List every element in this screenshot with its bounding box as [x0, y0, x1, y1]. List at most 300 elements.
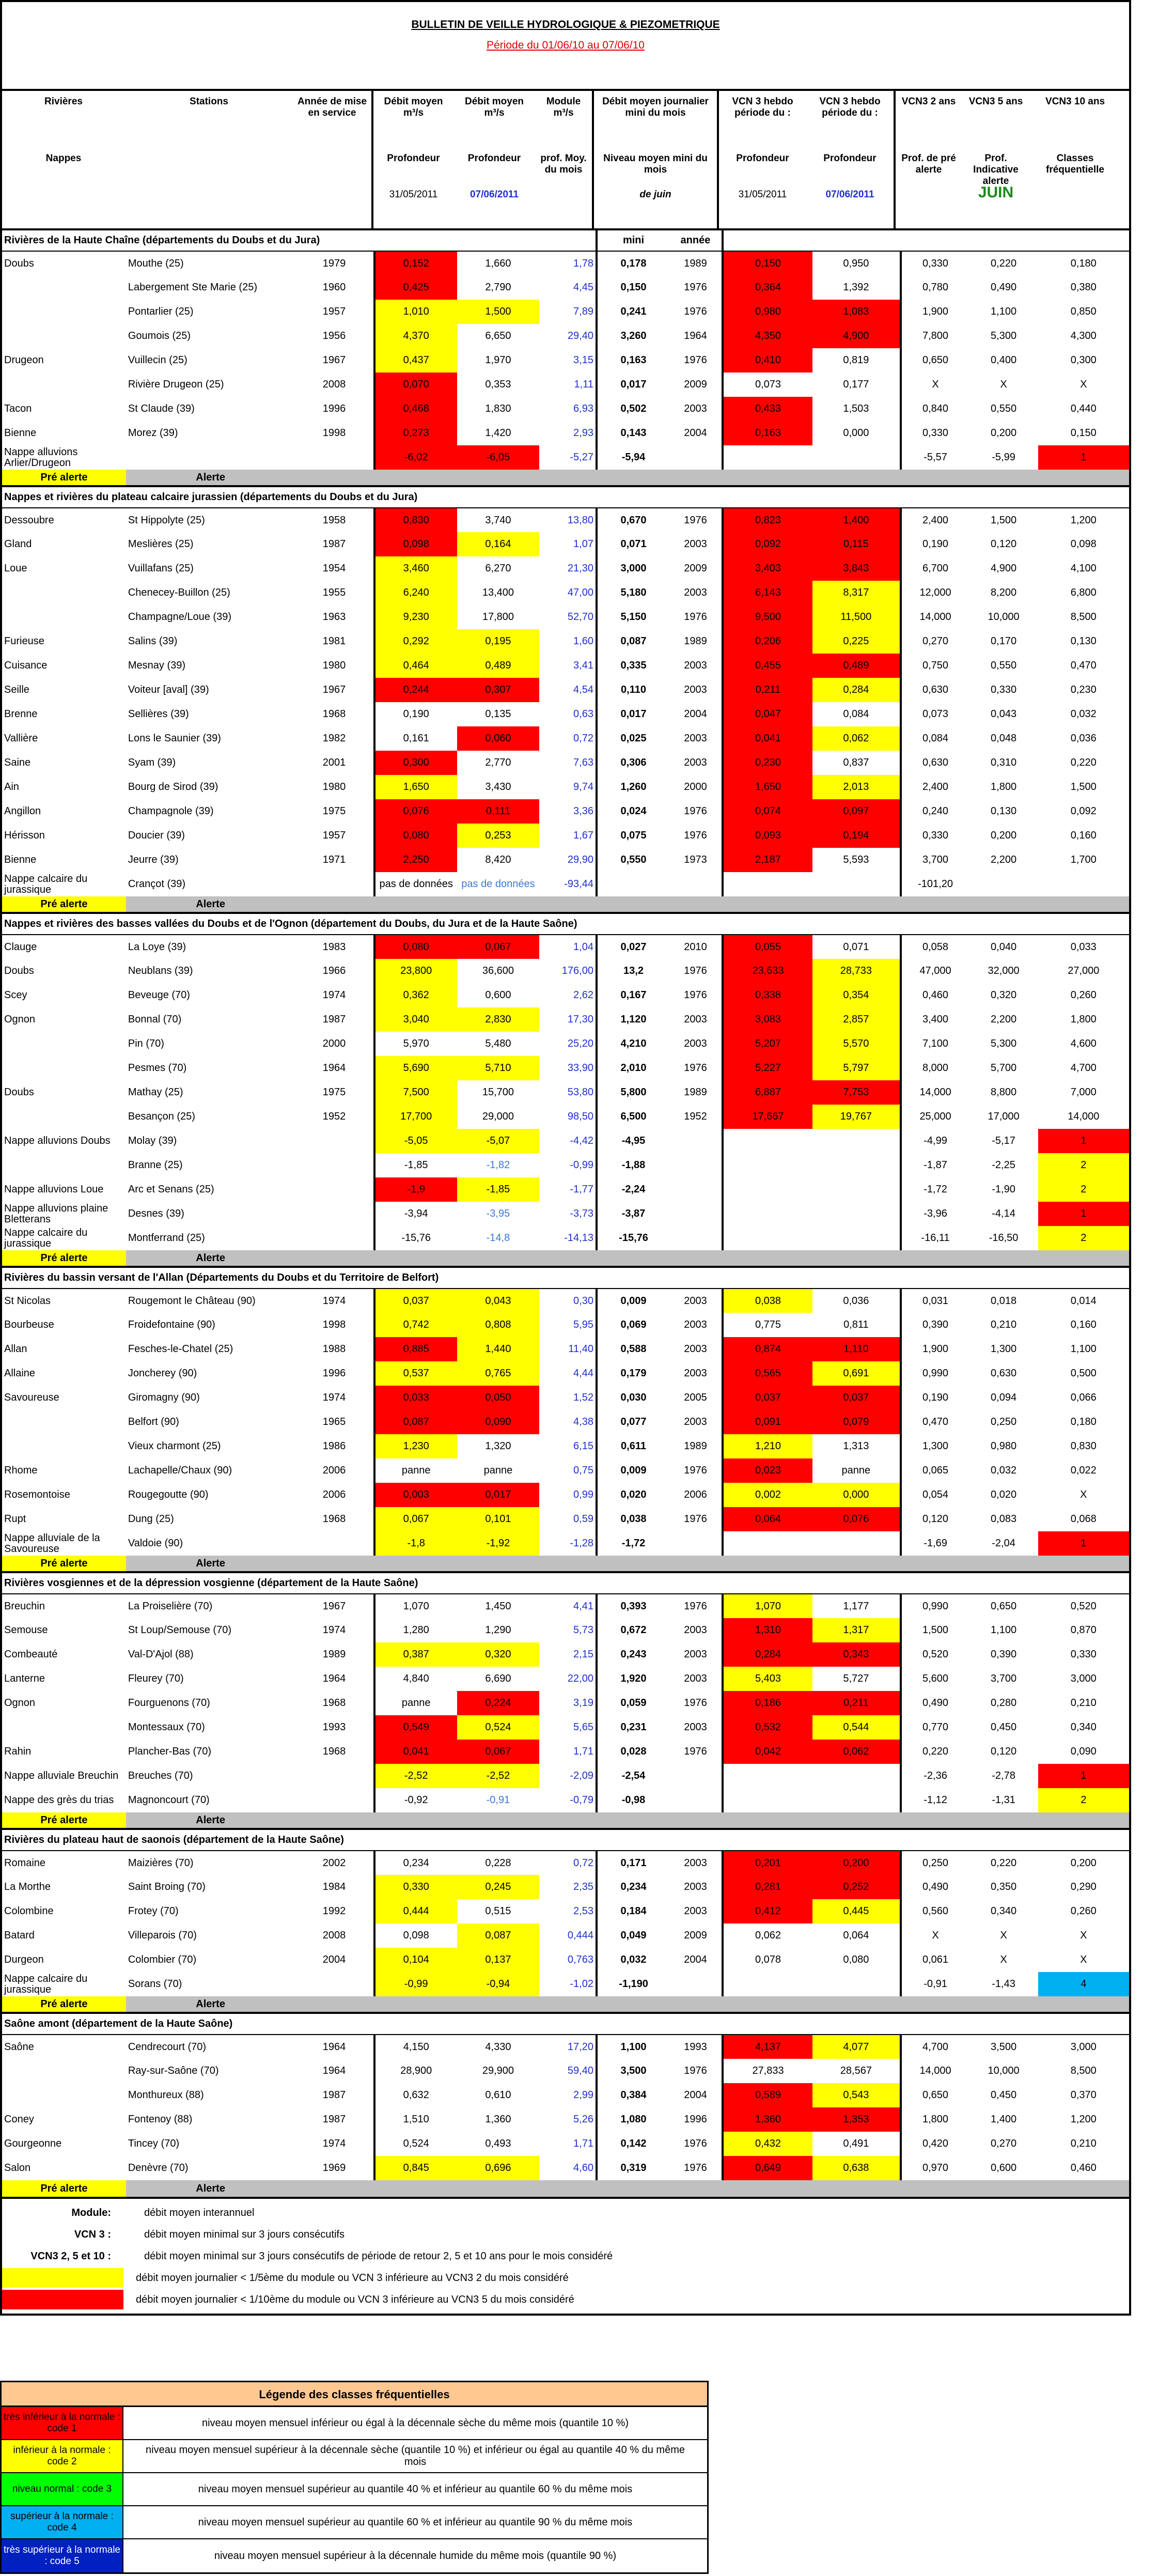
- cell-col-0: Ain: [4, 781, 19, 793]
- cell-col-3: 0,387: [374, 1642, 457, 1667]
- mini-label: mini: [597, 229, 669, 251]
- cell-col-3: 17,700: [374, 1105, 457, 1129]
- cell-col-2: 2008: [322, 1930, 346, 1941]
- cell-col-4: 8,420: [485, 854, 511, 865]
- cell-col-8: 0,093: [723, 824, 812, 848]
- header-line: Débit moyen journalier mini du mois: [602, 96, 709, 118]
- cell-col-6: 4,210: [597, 1032, 669, 1056]
- cell-col-11: -2,25: [992, 1159, 1015, 1171]
- cell-col-8: [723, 1177, 812, 1202]
- cell-col-12: 2: [1038, 1177, 1129, 1202]
- cell-col-7: 2003: [684, 1319, 707, 1330]
- cell-col-11: 32,000: [988, 965, 1020, 976]
- cell-col-11: 1,100: [991, 1624, 1017, 1636]
- cell-col-6: 1,920: [597, 1667, 669, 1691]
- red-swatch: [2, 2290, 123, 2309]
- cell-col-0: [2, 2059, 126, 2083]
- period-subtitle: Période du 01/06/10 au 07/06/10: [487, 39, 645, 51]
- cell-col-0: Rosemontoise: [4, 1489, 70, 1500]
- cell-col-11: 1,100: [991, 306, 1017, 317]
- cell-col-3: -2,52: [374, 1764, 457, 1788]
- cell-col-7: 2005: [684, 1392, 707, 1403]
- cell-col-12: 0,180: [1070, 257, 1097, 269]
- cell-col-6: 0,319: [597, 2156, 669, 2180]
- cell-col-5: 59,40: [567, 2065, 593, 2076]
- cell-col-3: 0,190: [374, 702, 457, 726]
- section-header: [2, 1267, 1129, 1289]
- column-header: [592, 91, 717, 228]
- cell-col-6: 0,550: [597, 848, 669, 872]
- cell-col-0: Batard: [4, 1930, 35, 1941]
- cell-col-9: 1,353: [812, 2107, 900, 2132]
- cell-col-2: 1952: [322, 1111, 346, 1122]
- cell-col-9: [812, 1531, 900, 1556]
- cell-col-6: -1,88: [597, 1153, 669, 1177]
- cell-col-8: 5,227: [723, 1056, 812, 1080]
- table-row: [2, 1483, 1129, 1507]
- cell-col-5: 3,19: [573, 1697, 593, 1709]
- cell-col-9: 28,567: [840, 2065, 872, 2076]
- pre-alerte-label: Pré alerte: [2, 2180, 126, 2197]
- cell-col-0: Rupt: [4, 1513, 26, 1525]
- table-row: [2, 1594, 1129, 1618]
- cell-col-4: 0,050: [457, 1386, 539, 1410]
- cell-col-4: 0,135: [485, 708, 511, 720]
- cell-col-10: 0,270: [901, 629, 969, 654]
- cell-col-9: 1,313: [843, 1440, 869, 1452]
- cell-col-2: [295, 1153, 374, 1177]
- cell-col-8: 1,650: [723, 775, 812, 799]
- cell-col-5: 0,59: [573, 1513, 593, 1525]
- cell-col-6: 0,038: [597, 1507, 669, 1531]
- cell-col-11: -2,04: [992, 1538, 1015, 1549]
- cell-col-1: Dung (25): [128, 1513, 174, 1525]
- cell-col-9: 0,080: [843, 1954, 869, 1965]
- cell-col-2: 1979: [322, 257, 346, 269]
- cell-col-12: 1: [1038, 1129, 1129, 1153]
- cell-col-9: [812, 1177, 900, 1202]
- cell-col-12: 14,000: [1068, 1111, 1100, 1122]
- cell-col-7: [669, 1788, 723, 1812]
- note-text: débit moyen minimal sur 3 jours consécutifs de période de retour 2, 5 et 10 ans pour le mois considéré: [144, 2250, 613, 2262]
- cell-col-7: 1976: [684, 1465, 707, 1476]
- cell-col-1: Froidefontaine (90): [128, 1319, 215, 1330]
- cell-col-1: Val-D'Ajol (88): [128, 1649, 194, 1660]
- cell-col-10: 1,800: [901, 2107, 969, 2132]
- cell-col-7: 1993: [684, 2041, 707, 2053]
- cell-col-2: [295, 445, 374, 470]
- cell-col-7: 2003: [684, 1368, 707, 1379]
- cell-col-6: 0,087: [597, 629, 669, 654]
- cell-col-8: 0,589: [723, 2083, 812, 2107]
- cell-col-11: 0,350: [991, 1881, 1017, 1892]
- cell-col-7: 2003: [684, 757, 707, 768]
- cell-col-10: 0,770: [901, 1715, 969, 1740]
- cell-col-8: 0,078: [723, 1948, 812, 1972]
- cell-col-12: 0,520: [1070, 1600, 1097, 1612]
- cell-col-4: 0,524: [457, 1715, 539, 1740]
- cell-col-7: 2003: [684, 684, 707, 695]
- cell-col-4: 0,067: [457, 1740, 539, 1764]
- cell-col-0: Coney: [4, 2114, 34, 2125]
- table-row: [2, 1177, 1129, 1202]
- cell-col-1: Molay (39): [128, 1135, 177, 1146]
- cell-col-0: Durgeon: [4, 1954, 44, 1965]
- cell-col-0: Nappe calcaire du jurassique: [4, 1973, 88, 1995]
- cell-col-3: pas de données: [374, 872, 457, 896]
- cell-col-4: -1,82: [486, 1159, 510, 1171]
- class-description: niveau moyen mensuel supérieur à la décennale humide du même mois (quantile 90 %): [214, 2550, 617, 2562]
- cell-col-2: 1984: [322, 1881, 346, 1892]
- cell-col-12: 2: [1038, 1226, 1129, 1250]
- cell-col-6: 0,178: [597, 251, 669, 275]
- note-row: [2, 2202, 1129, 2224]
- cell-col-9: [812, 1202, 900, 1226]
- cell-col-8: 0,532: [723, 1715, 812, 1740]
- cell-col-11: 0,340: [991, 1905, 1017, 1917]
- cell-col-9: 0,811: [843, 1319, 869, 1330]
- cell-col-9: 5,570: [812, 1032, 900, 1056]
- cell-col-3: 0,098: [374, 532, 457, 556]
- cell-col-5: 1,11: [574, 379, 593, 390]
- cell-col-1: Frotey (70): [128, 1905, 179, 1917]
- cell-col-2: 1989: [322, 1649, 346, 1660]
- cell-col-0: [2, 324, 126, 348]
- cell-col-5: 7,63: [573, 757, 593, 768]
- cell-col-1: Magnoncourt (70): [128, 1794, 210, 1806]
- alert-legend-row: [2, 2180, 1129, 2197]
- cell-col-10: 14,000: [901, 2059, 969, 2083]
- cell-col-12: 27,000: [1068, 965, 1100, 976]
- cell-col-3: 1,650: [374, 775, 457, 799]
- cell-col-6: 0,241: [597, 300, 669, 324]
- cell-col-1: Chenecey-Buillon (25): [128, 587, 230, 598]
- cell-col-11: X: [1000, 379, 1007, 390]
- cell-col-10: 0,750: [901, 654, 969, 678]
- table-row: [2, 2035, 1129, 2059]
- table-row: [2, 959, 1129, 983]
- cell-col-6: 0,611: [597, 1434, 669, 1458]
- cell-col-6: 0,335: [597, 654, 669, 678]
- table-row: [2, 1507, 1129, 1531]
- cell-col-6: 3,260: [597, 324, 669, 348]
- cell-col-6: 0,588: [597, 1337, 669, 1361]
- cell-col-5: 1,71: [573, 2138, 593, 2149]
- cell-col-6: -1,72: [597, 1531, 669, 1556]
- cell-col-0: Colombine: [4, 1905, 54, 1917]
- alerte-label: Alerte: [126, 896, 295, 913]
- cell-col-4: 0,067: [457, 935, 539, 959]
- cell-col-5: 4,54: [573, 684, 593, 695]
- cell-col-2: 1987: [322, 1014, 346, 1025]
- table-row: [2, 1153, 1129, 1177]
- alert-legend-row: [2, 1812, 1129, 1829]
- cell-col-2: 1968: [322, 708, 346, 720]
- cell-col-9: 1,110: [812, 1337, 900, 1361]
- cell-col-4: 0,224: [457, 1691, 539, 1715]
- cell-col-4: 0,320: [457, 1642, 539, 1667]
- cell-col-4: 0,696: [457, 2156, 539, 2180]
- cell-col-6: 1,120: [597, 1007, 669, 1032]
- cell-col-7: 2003: [684, 1038, 707, 1049]
- cell-col-6: 0,017: [597, 702, 669, 726]
- cell-col-3: 9,230: [374, 605, 457, 629]
- cell-col-10: 0,120: [901, 1507, 969, 1531]
- cell-col-3: -3,94: [374, 1202, 457, 1226]
- cell-col-12: 0,460: [1070, 2162, 1097, 2174]
- cell-col-4: 29,900: [482, 2065, 514, 2076]
- header-line: Nappes: [45, 153, 82, 164]
- cell-col-0: Rahin: [4, 1746, 32, 1757]
- cell-col-10: -1,12: [901, 1788, 969, 1812]
- cell-col-0: Allaine: [4, 1368, 36, 1379]
- alerte-label: Alerte: [126, 1556, 295, 1572]
- header-line: Profondeur: [823, 153, 877, 164]
- cell-col-4: 0,253: [457, 824, 539, 848]
- cell-col-1: Mesnay (39): [128, 660, 186, 671]
- cell-col-10: 0,490: [901, 1875, 969, 1899]
- cell-col-11: 3,500: [991, 2041, 1017, 2053]
- pre-alerte-label: Pré alerte: [2, 470, 126, 486]
- cell-col-11: -2,78: [992, 1770, 1015, 1781]
- cell-col-12: 0,150: [1070, 427, 1097, 439]
- cell-col-6: 0,028: [597, 1740, 669, 1764]
- cell-col-6: 0,502: [597, 397, 669, 421]
- cell-col-7: 1989: [684, 257, 707, 269]
- cell-col-2: 1968: [322, 1513, 346, 1525]
- cell-col-1: La Proiselière (70): [128, 1600, 213, 1612]
- yellow-swatch: [2, 2268, 123, 2288]
- cell-col-3: 0,041: [374, 1740, 457, 1764]
- note-text: débit moyen journalier < 1/5ème du module ou VCN 3 inférieure au VCN3 2 du mois considéré: [136, 2272, 569, 2284]
- cell-col-6: 13,2: [597, 959, 669, 983]
- cell-col-4: -3,95: [486, 1208, 510, 1219]
- cell-col-2: 1954: [322, 563, 346, 574]
- table-row: [2, 654, 1129, 678]
- header-line: Profondeur: [387, 153, 440, 164]
- cell-col-3: 3,040: [374, 1007, 457, 1032]
- cell-col-1: Bourg de Sirod (39): [128, 781, 218, 793]
- cell-col-4: 0,101: [457, 1507, 539, 1531]
- pre-alerte-label: Pré alerte: [2, 1250, 126, 1267]
- cell-col-5: 3,15: [573, 354, 593, 366]
- cell-col-5: 4,60: [573, 2162, 593, 2174]
- cell-col-1: Pesmes (70): [128, 1062, 187, 1074]
- cell-col-1: Pin (70): [128, 1038, 164, 1049]
- cell-col-7: 1976: [684, 354, 707, 366]
- column-header: [125, 91, 293, 228]
- cell-col-8: [723, 1129, 812, 1153]
- cell-col-0: Doubs: [4, 257, 34, 269]
- cell-col-7: 1964: [684, 330, 707, 342]
- table-row: [2, 1410, 1129, 1434]
- cell-col-0: Scey: [4, 989, 27, 1001]
- header-line: Classes fréquentielle: [1046, 153, 1104, 175]
- cell-col-10: -2,36: [901, 1764, 969, 1788]
- cell-col-12: 4,300: [1070, 330, 1097, 342]
- cell-col-9: 11,500: [812, 605, 900, 629]
- table-row: [2, 581, 1129, 605]
- table-row: [2, 1080, 1129, 1105]
- page-title: BULLETIN DE VEILLE HYDROLOGIQUE & PIEZOMETRIQUE: [411, 19, 720, 30]
- cell-col-10: 12,000: [901, 581, 969, 605]
- cell-col-3: 0,080: [374, 824, 457, 848]
- cell-col-1: Breuches (70): [128, 1770, 193, 1781]
- cell-col-2: 1987: [322, 2089, 346, 2101]
- section-title: Saône amont (département de la Haute Saône): [2, 2013, 1129, 2035]
- cell-col-11: 8,800: [991, 1087, 1017, 1098]
- cell-col-1: Belfort (90): [128, 1416, 179, 1427]
- cell-col-8: 0,055: [723, 935, 812, 959]
- cell-col-4: 17,800: [482, 611, 514, 623]
- cell-col-8: [723, 1972, 812, 1996]
- cell-col-7: [669, 1153, 723, 1177]
- pre-alerte-label: Pré alerte: [2, 1996, 126, 2013]
- cell-col-7: 2004: [684, 427, 707, 439]
- header-line: Niveau moyen mini du mois: [603, 153, 708, 175]
- cell-col-5: 1,60: [573, 635, 593, 647]
- cell-col-9: 0,036: [843, 1295, 869, 1307]
- cell-col-8: [723, 1788, 812, 1812]
- section-header: [2, 1572, 1129, 1594]
- cell-col-1: Maizières (70): [128, 1857, 194, 1869]
- cell-col-5: 29,40: [567, 330, 593, 342]
- table-row: [2, 935, 1129, 959]
- cell-col-4: 1,420: [485, 427, 511, 439]
- cell-col-9: [812, 872, 900, 896]
- table-row: [2, 1972, 1129, 1996]
- cell-col-8: 0,775: [723, 1313, 812, 1337]
- cell-col-7: 1976: [684, 282, 707, 293]
- cell-col-5: -0,79: [570, 1794, 593, 1806]
- cell-col-7: 2006: [684, 1489, 707, 1500]
- cell-col-5: 4,44: [573, 1368, 593, 1379]
- cell-col-7: 2003: [684, 1014, 707, 1025]
- cell-col-2: 1996: [322, 403, 346, 414]
- cell-col-11: 17,000: [988, 1111, 1020, 1122]
- cell-col-5: 1,67: [573, 830, 593, 841]
- cell-col-11: 0,550: [991, 403, 1017, 414]
- cell-col-3: 0,537: [374, 1361, 457, 1386]
- cell-col-8: 9,500: [723, 605, 812, 629]
- cell-col-7: [669, 445, 723, 470]
- cell-col-12: 4,100: [1070, 563, 1097, 574]
- column-header: [962, 91, 1030, 228]
- cell-col-4: 0,493: [485, 2138, 511, 2149]
- cell-col-7: [669, 1226, 723, 1250]
- cell-col-0: [2, 1715, 126, 1740]
- cell-col-1: Giromagny (90): [128, 1392, 200, 1403]
- cell-col-2: 2001: [322, 757, 346, 768]
- table-row: [2, 251, 1129, 275]
- cell-col-6: 0,009: [597, 1289, 669, 1313]
- cell-col-12: 0,066: [1070, 1392, 1097, 1403]
- cell-col-9: 0,225: [812, 629, 900, 654]
- cell-col-3: 1,230: [374, 1434, 457, 1458]
- cell-col-7: 2003: [684, 1881, 707, 1892]
- cell-col-12: 2: [1038, 1788, 1129, 1812]
- cell-col-6: 5,800: [597, 1080, 669, 1105]
- cell-col-2: 1974: [322, 1392, 346, 1403]
- header-line: Prof. de pré alerte: [901, 153, 956, 175]
- cell-col-0: St Nicolas: [4, 1295, 51, 1307]
- cell-col-8: 27,833: [723, 2059, 812, 2083]
- cell-col-0: Brenne: [4, 708, 38, 720]
- cell-col-5: 21,30: [567, 563, 593, 574]
- cell-col-12: 1,500: [1070, 781, 1097, 793]
- cell-col-5: 11,40: [568, 1343, 593, 1355]
- cell-col-2: 2004: [322, 1954, 346, 1965]
- cell-col-8: 0,073: [723, 373, 812, 397]
- cell-col-9: 0,543: [812, 2083, 900, 2107]
- class-description: niveau moyen mensuel supérieur au quantile 60 % et inférieur au quantile 90 % du même mois: [198, 2516, 633, 2528]
- cell-col-3: 0,037: [374, 1289, 457, 1313]
- table-row: [2, 1337, 1129, 1361]
- cell-col-2: 1964: [322, 1673, 346, 1684]
- cell-col-7: 1976: [684, 1697, 707, 1709]
- alert-legend-row: [2, 1250, 1129, 1267]
- cell-col-3: 1,510: [374, 2107, 457, 2132]
- cell-col-10: -1,69: [901, 1531, 969, 1556]
- cell-col-4: -14,8: [486, 1232, 510, 1244]
- cell-col-8: 0,206: [723, 629, 812, 654]
- cell-col-3: 0,104: [374, 1948, 457, 1972]
- table-row: [2, 1618, 1129, 1642]
- cell-col-10: 0,250: [901, 1851, 969, 1875]
- cell-col-3: -1,85: [374, 1153, 457, 1177]
- annee-label: année: [669, 229, 723, 251]
- cell-col-0: Combeauté: [4, 1649, 58, 1660]
- cell-col-4: 3,430: [485, 781, 511, 793]
- cell-col-3: 0,244: [374, 678, 457, 702]
- cell-col-11: -1,43: [992, 1978, 1015, 1990]
- cell-col-4: -1,85: [457, 1177, 539, 1202]
- cell-col-6: -3,87: [597, 1202, 669, 1226]
- cell-col-10: 25,000: [901, 1105, 969, 1129]
- cell-col-8: [723, 1226, 812, 1250]
- table-row: [2, 702, 1129, 726]
- cell-col-8: 0,980: [723, 300, 812, 324]
- cell-col-5: 0,444: [567, 1930, 593, 1941]
- cell-col-10: 1,900: [901, 1337, 969, 1361]
- cell-col-8: 0,433: [723, 397, 812, 421]
- cell-col-8: [723, 1202, 812, 1226]
- cell-col-0: Gourgeonne: [4, 2138, 62, 2149]
- class-description: niveau moyen mensuel supérieur à la décennale sèche (quantile 10 %) et inférieur ou égal au quantile 40 % du même mois: [146, 2444, 685, 2468]
- cell-col-12: 0,098: [1070, 538, 1097, 550]
- cell-col-11: 5,700: [991, 1062, 1017, 1074]
- section-title: Rivières du plateau haut de saonois (département de la Haute Saône): [2, 1829, 1129, 1851]
- cell-col-9: 0,115: [812, 532, 900, 556]
- cell-col-9: 0,037: [812, 1386, 900, 1410]
- cell-col-12: 4,600: [1070, 1038, 1097, 1049]
- cell-col-8: 1,210: [723, 1434, 812, 1458]
- cell-col-1: [126, 445, 295, 470]
- table-row: [2, 1851, 1129, 1875]
- cell-col-6: 0,243: [597, 1642, 669, 1667]
- cell-col-2: 2006: [322, 1489, 346, 1500]
- cell-col-6: 0,069: [597, 1313, 669, 1337]
- cell-col-9: 0,211: [812, 1691, 900, 1715]
- cell-col-9: 3,843: [812, 556, 900, 581]
- cell-col-9: 1,083: [812, 300, 900, 324]
- cell-col-11: 3,700: [991, 1673, 1017, 1684]
- cell-col-8: 0,074: [723, 799, 812, 824]
- cell-col-11: 0,980: [991, 1440, 1017, 1452]
- note-key: VCN3 2, 5 et 10 :: [30, 2250, 111, 2262]
- class-description: niveau moyen mensuel supérieur au quantile 40 % et inférieur au quantile 60 % du même mois: [198, 2483, 633, 2495]
- cell-col-3: 1,070: [374, 1594, 457, 1618]
